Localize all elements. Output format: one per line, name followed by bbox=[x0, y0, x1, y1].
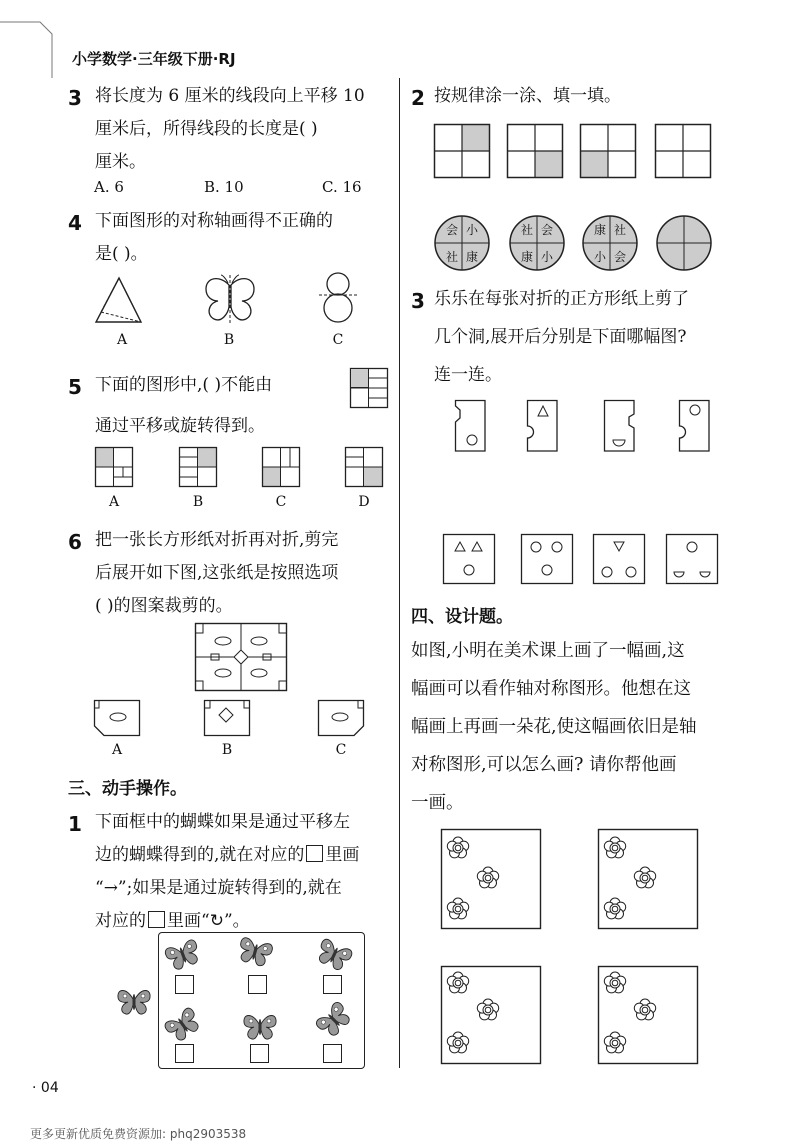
pattern-circle-2 bbox=[509, 215, 565, 271]
answer-box-inline bbox=[148, 911, 165, 928]
answer-box[interactable] bbox=[250, 1044, 269, 1063]
circle-char: 会 bbox=[446, 223, 459, 237]
unfolded-square-1 bbox=[443, 534, 495, 584]
circle-char: 小 bbox=[466, 223, 479, 237]
question-text: 厘米。 bbox=[95, 152, 146, 172]
column-divider bbox=[399, 78, 400, 1068]
question-text-line bbox=[95, 839, 359, 872]
circle-char: 康 bbox=[594, 223, 607, 237]
design-canvas-4[interactable] bbox=[598, 966, 698, 1064]
watermark: 更多更新优质免费资源加: phq2903538 bbox=[30, 1127, 247, 1141]
question-text: 按规律涂一涂、填一填。 bbox=[434, 86, 621, 106]
folded-paper-1 bbox=[455, 400, 487, 452]
figure-label-c: C bbox=[275, 494, 287, 510]
figure-label-a: A bbox=[116, 332, 128, 348]
circle-char: 小 bbox=[541, 250, 554, 264]
circle-char: 会 bbox=[614, 250, 627, 264]
question-number: 3 bbox=[411, 289, 425, 313]
question-text: 后展开如下图,这张纸是按照选项 bbox=[95, 563, 339, 583]
question-text: 里画 bbox=[325, 845, 360, 865]
figure-label-c: C bbox=[332, 332, 344, 348]
pattern-square-4-blank[interactable] bbox=[655, 124, 711, 178]
folded-paper-2 bbox=[527, 400, 559, 452]
circle-char: 会 bbox=[541, 223, 554, 237]
snowman-figure bbox=[319, 268, 359, 328]
answer-box[interactable] bbox=[175, 975, 194, 994]
figure-label-a: A bbox=[108, 494, 120, 510]
figure-label-b: B bbox=[223, 332, 235, 348]
butterfly-icon bbox=[316, 1005, 352, 1035]
triangle-figure bbox=[93, 275, 153, 325]
question-number: 1 bbox=[68, 812, 82, 836]
butterfly-icon bbox=[242, 1012, 278, 1042]
cut-option-a bbox=[94, 700, 140, 736]
circle-char: 社 bbox=[446, 250, 459, 264]
question-text: 几个洞,展开后分别是下面哪幅图? bbox=[434, 327, 687, 347]
question-text: 将长度为 6 厘米的线段向上平移 10 bbox=[95, 86, 365, 106]
question-text: 是( )。 bbox=[95, 244, 148, 264]
question-number: 5 bbox=[68, 375, 82, 399]
pattern-square-3 bbox=[580, 124, 636, 178]
design-text: 幅画可以看作轴对称图形。他想在这 bbox=[411, 679, 691, 699]
option-c: C. 16 bbox=[322, 178, 362, 196]
corner-fold-decoration bbox=[0, 0, 60, 80]
design-text: 一画。 bbox=[411, 793, 464, 813]
grid-option-c bbox=[262, 447, 300, 487]
answer-box[interactable] bbox=[248, 975, 267, 994]
header-title: 小学数学·三年级下册·RJ bbox=[72, 50, 236, 68]
option-b: B. 10 bbox=[204, 178, 244, 196]
question-text: 对应的 bbox=[95, 911, 146, 931]
design-canvas-2[interactable] bbox=[598, 829, 698, 929]
question-text: “→”;如果是通过旋转得到的,就在 bbox=[95, 878, 342, 898]
design-canvas-3[interactable] bbox=[441, 966, 541, 1064]
section-title: 三、动手操作。 bbox=[68, 779, 187, 799]
unfolded-square-3 bbox=[593, 534, 645, 584]
unfolded-paper-figure bbox=[195, 623, 287, 691]
unfolded-square-4 bbox=[666, 534, 718, 584]
question-text: 连一连。 bbox=[434, 365, 502, 385]
unfolded-square-2 bbox=[521, 534, 573, 584]
butterfly-outline-figure bbox=[200, 275, 260, 325]
design-canvas-1[interactable] bbox=[441, 829, 541, 929]
pattern-circle-4-blank[interactable] bbox=[656, 215, 712, 271]
question-text: 边的蝴蝶得到的,就在对应的 bbox=[95, 845, 305, 865]
section-title: 四、设计题。 bbox=[411, 607, 513, 627]
page-number-value: 04 bbox=[40, 1080, 59, 1096]
design-text: 对称图形,可以怎么画? 请你帮他画 bbox=[411, 755, 677, 775]
butterfly-icon bbox=[316, 940, 352, 970]
pattern-square-1 bbox=[434, 124, 490, 178]
circle-shape bbox=[582, 215, 638, 271]
grid-option-a bbox=[95, 447, 133, 487]
figure-label-d: D bbox=[358, 494, 370, 510]
design-text: 幅画上再画一朵花,使这幅画依旧是轴 bbox=[411, 717, 697, 737]
answer-box-inline bbox=[306, 845, 323, 862]
answer-box[interactable] bbox=[175, 1044, 194, 1063]
answer-box[interactable] bbox=[323, 1044, 342, 1063]
question-text: ( )的图案裁剪的。 bbox=[95, 596, 233, 616]
figure-label-a: A bbox=[111, 742, 123, 758]
figure-label-b: B bbox=[221, 742, 233, 758]
figure-label-b: B bbox=[192, 494, 204, 510]
question-text: 通过平移或旋转得到。 bbox=[95, 416, 265, 436]
question-text: 乐乐在每张对折的正方形纸上剪了 bbox=[434, 289, 689, 309]
circle-shape bbox=[434, 215, 490, 271]
folded-paper-4 bbox=[679, 400, 711, 452]
question-text: 厘米后，所得线段的长度是( ) bbox=[95, 119, 318, 139]
grid-option-b bbox=[179, 447, 217, 487]
question-number: 6 bbox=[68, 530, 82, 554]
pattern-circle-1 bbox=[434, 215, 490, 271]
circle-shape bbox=[656, 215, 712, 271]
question-text: 下面图形的对称轴画得不正确的 bbox=[95, 211, 333, 231]
circle-char: 小 bbox=[594, 250, 607, 264]
question-number: 4 bbox=[68, 211, 82, 235]
pattern-circle-3 bbox=[582, 215, 638, 271]
butterfly-icon bbox=[165, 940, 201, 970]
butterfly-icon bbox=[237, 937, 273, 967]
question-number: 2 bbox=[411, 86, 425, 110]
question-text: 下面的图形中,( )不能由 bbox=[95, 375, 273, 395]
answer-box[interactable] bbox=[323, 975, 342, 994]
circle-char: 康 bbox=[521, 250, 534, 264]
question-number: 3 bbox=[68, 86, 82, 110]
butterfly-icon bbox=[116, 987, 152, 1017]
option-a: A. 6 bbox=[94, 178, 124, 196]
reference-grid-figure bbox=[350, 368, 388, 408]
question-text: 下面框中的蝴蝶如果是通过平移左 bbox=[95, 812, 350, 832]
question-text: ”。 bbox=[223, 911, 250, 931]
design-text: 如图,小明在美术课上画了一幅画,这 bbox=[411, 641, 685, 661]
grid-option-d bbox=[345, 447, 383, 487]
question-text: 把一张长方形纸对折再对折,剪完 bbox=[95, 530, 339, 550]
circle-shape bbox=[509, 215, 565, 271]
circle-char: 社 bbox=[521, 223, 534, 237]
figure-label-c: C bbox=[335, 742, 347, 758]
cut-option-b bbox=[204, 700, 250, 736]
rotate-arrow-icon: ↻ bbox=[209, 911, 224, 931]
pattern-square-2 bbox=[507, 124, 563, 178]
butterfly-icon bbox=[165, 1010, 201, 1040]
question-text: 里画“ bbox=[167, 911, 210, 931]
folded-paper-3 bbox=[604, 400, 636, 452]
page-number: · 04 bbox=[32, 1080, 59, 1096]
circle-char: 康 bbox=[466, 250, 479, 264]
circle-char: 社 bbox=[614, 223, 627, 237]
cut-option-c bbox=[318, 700, 364, 736]
